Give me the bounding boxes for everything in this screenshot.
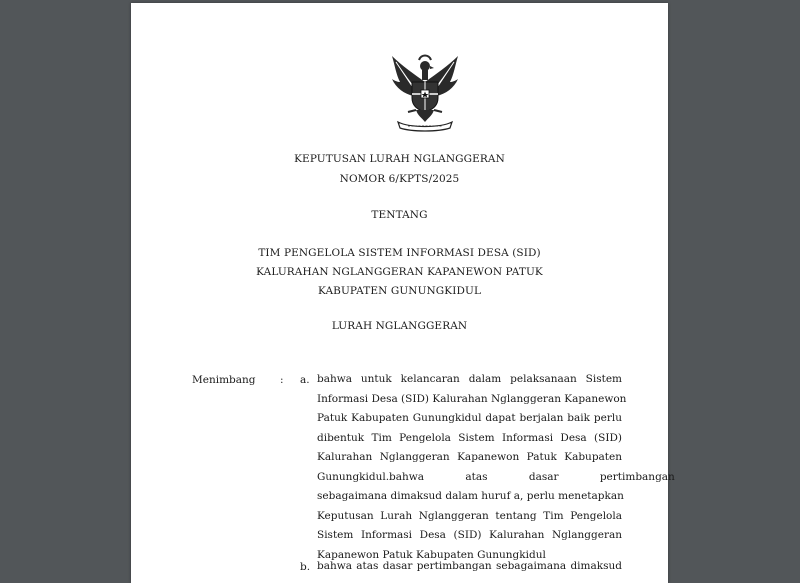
subject-line-1: TIM PENGELOLA SISTEM INFORMASI DESA (SID) xyxy=(258,247,541,259)
item-a-line: Kalurahan Nglanggeran Kapanewon Patuk Kabupaten xyxy=(317,451,622,463)
item-a-line: Patuk Kabupaten Gunungkidul dapat berjalan baik perlu xyxy=(317,412,622,424)
subject-line-3: KABUPATEN GUNUNGKIDUL xyxy=(317,285,482,297)
item-b-marker: b. xyxy=(300,561,311,573)
decree-title: KEPUTUSAN LURAH NGLANGGERAN xyxy=(294,153,505,165)
item-b-line: bahwa atas dasar pertimbangan sebagaimana dimaksud xyxy=(317,560,622,572)
tentang-heading: TENTANG xyxy=(371,209,428,221)
item-a-line: bahwa untuk kelancaran dalam pelaksanaan Sistem xyxy=(317,373,622,385)
item-a-line: dibentuk Tim Pengelola Sistem Informasi Desa (SID) xyxy=(317,431,622,444)
subject-line-2: KALURAHAN NGLANGGERAN KAPANEWON PATUK xyxy=(256,266,543,278)
item-a-line: Kapanewon Patuk Kabupaten Gunungkidul xyxy=(317,548,546,561)
decree-number: NOMOR 6/KPTS/2025 xyxy=(339,173,460,185)
issuing-official: LURAH NGLANGGERAN xyxy=(331,320,468,332)
item-a-marker: a. xyxy=(300,374,310,386)
document-page xyxy=(131,3,675,583)
considering-colon: : xyxy=(280,374,284,386)
item-a-line: Sistem Informasi Desa (SID) Kalurahan Nglanggeran xyxy=(317,529,622,541)
item-a-line: Keputusan Lurah Nglanggeran tentang Tim Pengelola xyxy=(317,509,622,522)
item-a-line: Informasi Desa (SID) Kalurahan Nglanggeran Kapanewon xyxy=(317,392,627,405)
item-a-line: sebagaimana dimaksud dalam huruf a, perlu menetapkan xyxy=(317,490,624,502)
considering-label: Menimbang xyxy=(192,374,256,386)
garuda-emblem-icon xyxy=(386,52,464,132)
item-a-line: Gunungkidul.bahwa atas dasar pertimbangan xyxy=(317,470,675,483)
